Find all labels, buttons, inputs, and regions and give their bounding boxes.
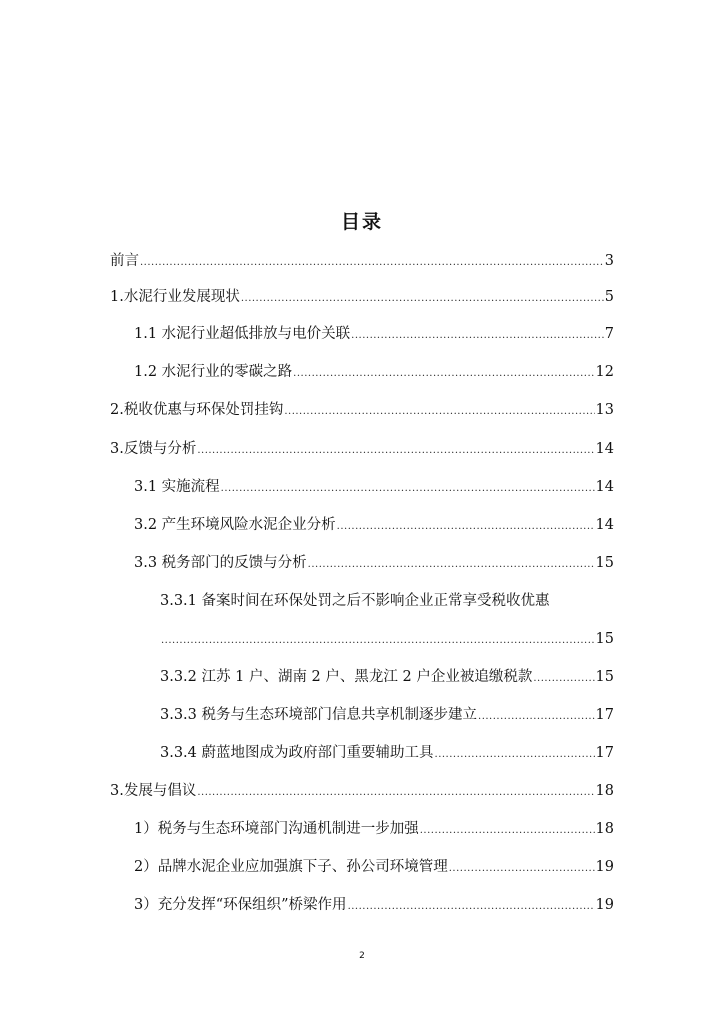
toc-leader-dots	[337, 517, 595, 537]
toc-leader-dots	[420, 821, 595, 841]
toc-entry-initiative-2[interactable]	[134, 857, 614, 879]
toc-entry-page: 5	[604, 289, 614, 305]
toc-entry-3-3-1[interactable]	[160, 591, 614, 611]
toc-entry-3-1[interactable]	[134, 477, 614, 499]
toc-entry-label: 3.3.3 税务与生态环境部门信息共享机制逐步建立	[160, 707, 478, 723]
toc-entry-3-3-2[interactable]	[160, 667, 614, 689]
toc-leader-dots	[449, 859, 595, 879]
toc-entry-page: 14	[595, 479, 614, 495]
toc-entry-page: 3	[604, 253, 614, 269]
toc-entry-page: 18	[595, 821, 614, 837]
toc-leader-dots	[351, 326, 604, 346]
toc-leader-dots	[478, 707, 595, 727]
toc-entry-page: 19	[595, 859, 614, 875]
toc-entry-page: 17	[595, 707, 614, 723]
toc-entry-3-3-3[interactable]	[160, 705, 614, 727]
toc-leader-dots	[197, 441, 594, 461]
toc-leader-dots	[348, 897, 595, 917]
page-number: 2	[359, 951, 365, 961]
toc-entry-page: 18	[595, 783, 614, 799]
toc-leader-dots	[241, 289, 604, 309]
toc-entry-label: 2）品牌水泥企业应加强旗下子、孙公司环境管理	[134, 859, 448, 875]
toc-leader-dots	[284, 402, 594, 422]
toc-entry-page: 15	[595, 555, 614, 571]
toc-leader-dots	[161, 631, 595, 651]
toc-entry-page: 15	[595, 669, 614, 685]
toc-entry-3-3[interactable]	[134, 553, 614, 575]
toc-entry-page: 15	[595, 631, 614, 647]
toc-entry-2[interactable]	[110, 400, 614, 422]
toc-entry-label: 3.3.4 蔚蓝地图成为政府部门重要辅助工具	[160, 745, 434, 761]
toc-leader-dots	[197, 783, 594, 803]
toc-entry-page: 14	[595, 441, 614, 457]
toc-entry-page: 19	[595, 897, 614, 913]
toc-entry-label: 3.发展与倡议	[110, 783, 197, 799]
toc-leader-dots	[221, 479, 595, 499]
toc-entry-label: 3.反馈与分析	[110, 441, 197, 457]
toc-leader-dots	[308, 555, 595, 575]
toc-entry-1-1[interactable]	[134, 324, 614, 346]
toc-entry-1[interactable]	[110, 287, 614, 309]
toc-leader-dots	[293, 364, 594, 384]
toc-entry-label: 前言	[110, 253, 139, 269]
toc-entry-page: 14	[595, 517, 614, 533]
toc-entry-label: 3）充分发挥“环保组织”桥梁作用	[134, 897, 347, 913]
toc-entry-label: 3.2 产生环境风险水泥企业分析	[134, 517, 336, 533]
toc-entry-3[interactable]	[110, 439, 614, 461]
toc-entry-label: 3.3.1 备案时间在环保处罚之后不影响企业正常享受税收优惠	[160, 593, 550, 609]
toc-title: 目录	[340, 211, 383, 233]
toc-entry-page: 13	[595, 402, 614, 418]
toc-entry-label: 3.1 实施流程	[134, 479, 220, 495]
toc-entry-label: 1）税务与生态环境部门沟通机制进一步加强	[134, 821, 419, 837]
toc-entry-label: 1.水泥行业发展现状	[110, 289, 240, 305]
toc-entry-label: 3.3.2 江苏 1 户、湖南 2 户、黑龙江 2 户企业被追缴税款	[160, 669, 533, 685]
toc-leader-dots	[435, 745, 595, 765]
toc-entry-page: 12	[595, 364, 614, 380]
toc-entry-label: 2.税收优惠与环保处罚挂钩	[110, 402, 284, 418]
toc-entry-label: 3.3 税务部门的反馈与分析	[134, 555, 307, 571]
toc-entry-preface[interactable]	[110, 251, 614, 273]
toc-entry-page: 17	[595, 745, 614, 761]
toc-entry-initiative-1[interactable]	[134, 819, 614, 841]
toc-entry-development[interactable]	[110, 781, 614, 803]
toc-entry-1-2[interactable]	[134, 362, 614, 384]
toc-entry-label: 1.1 水泥行业超低排放与电价关联	[134, 326, 351, 342]
toc-entry-3-2[interactable]	[134, 515, 614, 537]
toc-entry-label: 1.2 水泥行业的零碳之路	[134, 364, 293, 380]
toc-leader-dots	[140, 253, 604, 273]
toc-entry-page: 7	[604, 326, 614, 342]
toc-leader-dots	[533, 669, 594, 689]
toc-entry-3-3-1-continued[interactable]	[160, 629, 614, 651]
toc-entry-initiative-3[interactable]	[134, 895, 614, 917]
toc-entry-3-3-4[interactable]	[160, 743, 614, 765]
